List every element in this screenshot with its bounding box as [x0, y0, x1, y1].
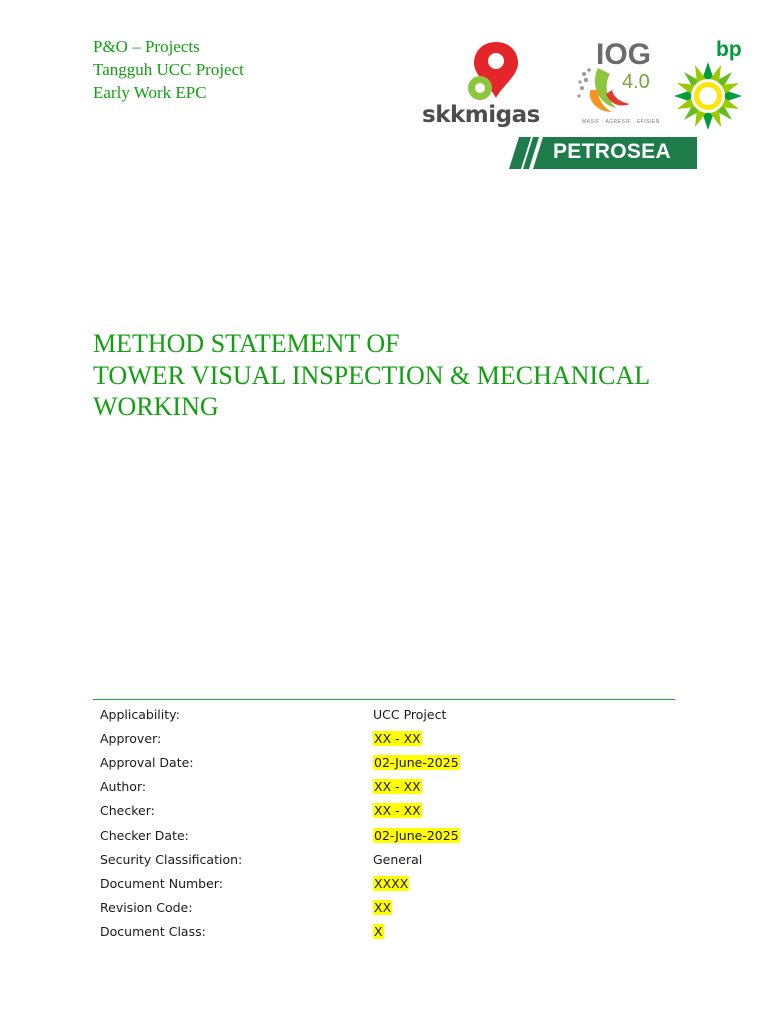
- metadata-label: Checker Date:: [100, 827, 189, 843]
- skkmigas-pin-icon: [420, 40, 560, 102]
- metadata-label: Document Number:: [100, 875, 223, 891]
- metadata-value-cell: [373, 750, 660, 774]
- document-header: [93, 35, 244, 104]
- metadata-value-cell: [373, 896, 660, 920]
- title-line-1: METHOD STATEMENT OF: [93, 329, 400, 358]
- iog-logo: [576, 38, 660, 130]
- bp-logo: [672, 38, 748, 130]
- bp-wordmark: bp: [716, 38, 742, 61]
- metadata-label: Security Classification:: [100, 851, 243, 867]
- metadata-value: 02-June-2025: [374, 754, 459, 770]
- metadata-value: X: [374, 924, 383, 940]
- metadata-value-cell: [373, 871, 660, 895]
- metadata-value: XX - XX: [374, 779, 421, 795]
- header-project: Tangguh UCC Project: [93, 60, 244, 79]
- metadata-label: Checker:: [100, 803, 155, 819]
- metadata-row: [100, 896, 660, 920]
- metadata-label: Approval Date:: [100, 754, 194, 770]
- metadata-row: [100, 823, 660, 847]
- metadata-row: [100, 920, 660, 944]
- metadata-value-cell: [373, 799, 660, 823]
- metadata-row: [100, 799, 660, 823]
- metadata-value-cell: [373, 847, 660, 871]
- document-metadata-table: [100, 702, 660, 944]
- metadata-label: Revision Code:: [100, 900, 193, 916]
- metadata-value: XX - XX: [374, 803, 421, 819]
- header-scope: Early Work EPC: [93, 83, 207, 102]
- metadata-row: [100, 847, 660, 871]
- metadata-divider: [93, 699, 675, 700]
- metadata-label: Document Class:: [100, 924, 206, 940]
- metadata-row: [100, 726, 660, 750]
- title-line-2: TOWER VISUAL INSPECTION & MECHANICAL: [93, 360, 651, 390]
- metadata-row: [100, 702, 660, 726]
- metadata-value-cell: [373, 702, 660, 726]
- svg-text:IOG: IOG: [596, 38, 652, 71]
- metadata-value: XX - XX: [374, 730, 421, 746]
- metadata-value-cell: [373, 726, 660, 750]
- metadata-label: Applicability:: [100, 706, 180, 722]
- metadata-value-cell: [373, 823, 660, 847]
- skkmigas-logo: [420, 40, 560, 132]
- petrosea-logo: [509, 137, 697, 169]
- metadata-row: [100, 775, 660, 799]
- document-title: [93, 328, 650, 423]
- metadata-value: 02-June-2025: [374, 827, 459, 843]
- metadata-value-cell: [373, 920, 660, 944]
- svg-text:4.0: 4.0: [622, 71, 650, 93]
- metadata-label: Author:: [100, 779, 147, 795]
- header-department: P&O – Projects: [93, 37, 200, 56]
- iog-emblem-icon: [576, 38, 660, 118]
- metadata-row: [100, 750, 660, 774]
- petrosea-wordmark: PETROSEA: [553, 140, 671, 163]
- metadata-value: XX: [374, 900, 392, 916]
- title-line-3: WORKING: [93, 392, 219, 421]
- metadata-value: UCC Project: [373, 706, 447, 722]
- metadata-row: [100, 871, 660, 895]
- metadata-value: XXXX: [374, 875, 409, 891]
- metadata-label: Approver:: [100, 730, 162, 746]
- skkmigas-wordmark: skkmigas: [422, 102, 540, 128]
- metadata-value-cell: [373, 775, 660, 799]
- iog-tagline: MASIF · AGRESIF · EFISIEN: [582, 119, 660, 125]
- metadata-value: General: [373, 851, 423, 867]
